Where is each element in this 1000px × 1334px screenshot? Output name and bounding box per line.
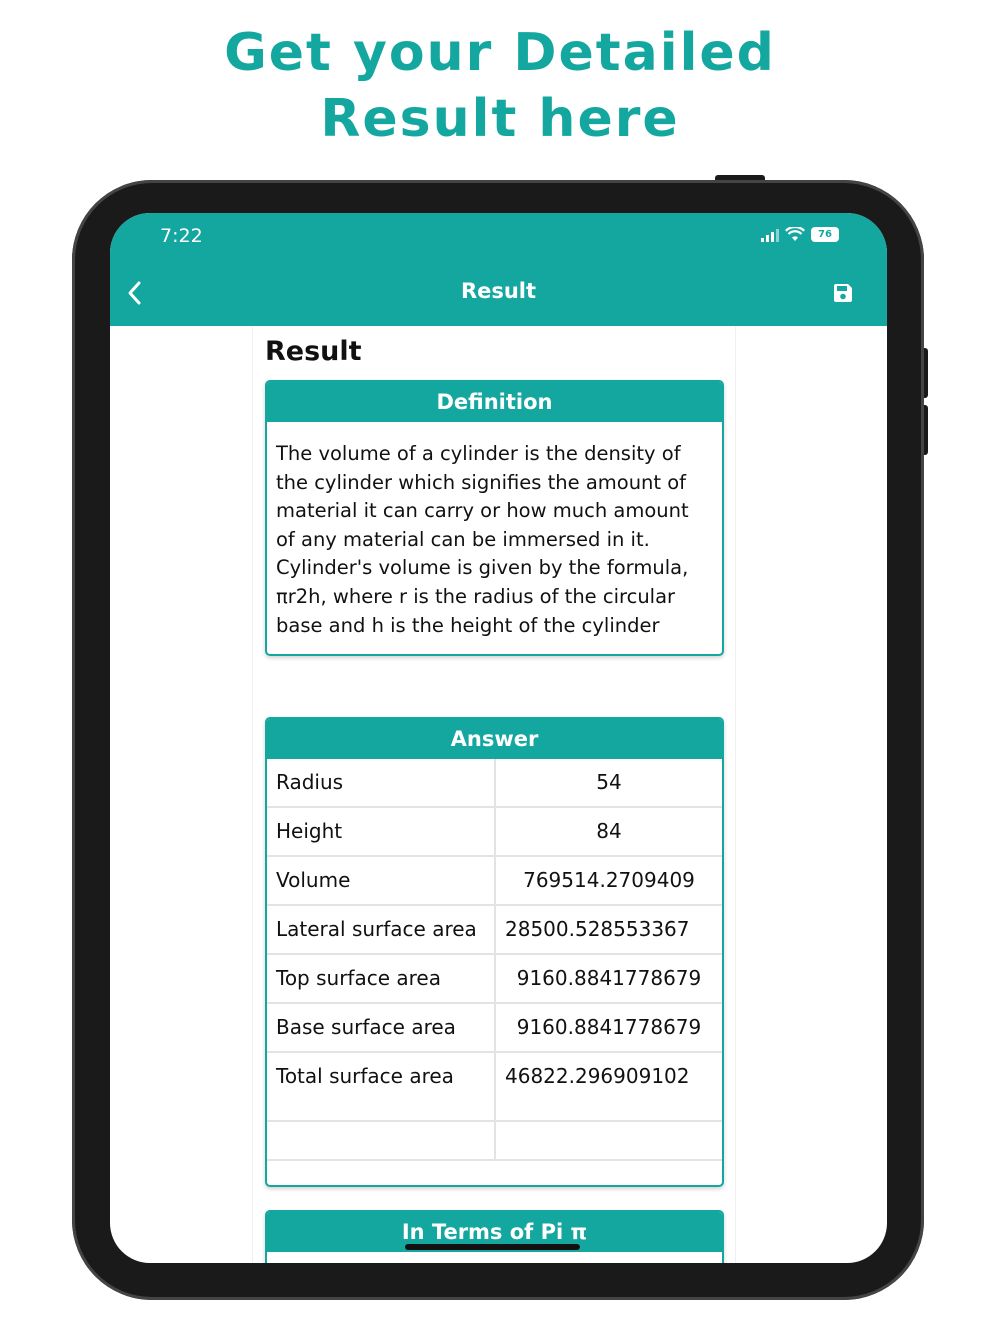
- row-value: 84: [495, 807, 722, 856]
- result-content[interactable]: [252, 326, 736, 1263]
- answer-header: Answer: [267, 719, 722, 759]
- wifi-icon: [785, 227, 805, 242]
- row-value: 769514.2709409: [495, 856, 722, 905]
- table-row: [267, 759, 722, 807]
- row-label: Base surface area: [267, 1003, 495, 1052]
- status-icons: [761, 227, 839, 242]
- pi-header: In Terms of Pi π: [267, 1212, 722, 1252]
- floppy-disk-icon[interactable]: [833, 283, 853, 303]
- home-indicator[interactable]: [405, 1244, 580, 1250]
- row-label: Total surface area: [267, 1052, 495, 1121]
- page-heading: Result: [265, 336, 362, 367]
- app-screen: [110, 213, 887, 1263]
- table-row: [267, 856, 722, 905]
- row-value: 28500.528553367: [495, 905, 722, 954]
- row-label: Volume: [267, 856, 495, 905]
- answer-table: [267, 759, 722, 1161]
- status-time: 7:22: [160, 225, 203, 247]
- table-row: [267, 807, 722, 856]
- row-label: Top surface area: [267, 954, 495, 1003]
- row-label: Lateral surface area: [267, 905, 495, 954]
- nav-title: Result: [460, 279, 537, 303]
- row-label: Radius: [267, 759, 495, 807]
- table-row: [267, 905, 722, 954]
- row-value: 9160.8841778679: [495, 954, 722, 1003]
- definition-text: The volume of a cylinder is the density of the cylinder which signifies the amount of material it can carry or how much amount of any material can be immersed in it. Cylinder's volume is given by the formula, πr2h, where r is the radius of the circular base and h is the height of the cylinder: [276, 442, 689, 637]
- row-value: 9160.8841778679: [495, 1003, 722, 1052]
- row-label: Height: [267, 807, 495, 856]
- row-value: 46822.296909102: [495, 1052, 722, 1121]
- battery-indicator: 76: [811, 227, 839, 242]
- table-row: [267, 1003, 722, 1052]
- definition-card: [265, 380, 724, 656]
- table-row: [267, 954, 722, 1003]
- promo-line-1: Get your Detailed: [224, 23, 776, 83]
- pi-card: [265, 1210, 724, 1263]
- row-value: 54: [495, 759, 722, 807]
- promo-headline: [0, 20, 1000, 152]
- promo-line-2: Result here: [320, 89, 680, 149]
- table-row-empty: [267, 1121, 722, 1160]
- table-row: [267, 1052, 722, 1121]
- answer-card: [265, 717, 724, 1187]
- signal-bars-icon: [761, 228, 779, 242]
- definition-header: Definition: [267, 382, 722, 422]
- app-header: [110, 213, 887, 326]
